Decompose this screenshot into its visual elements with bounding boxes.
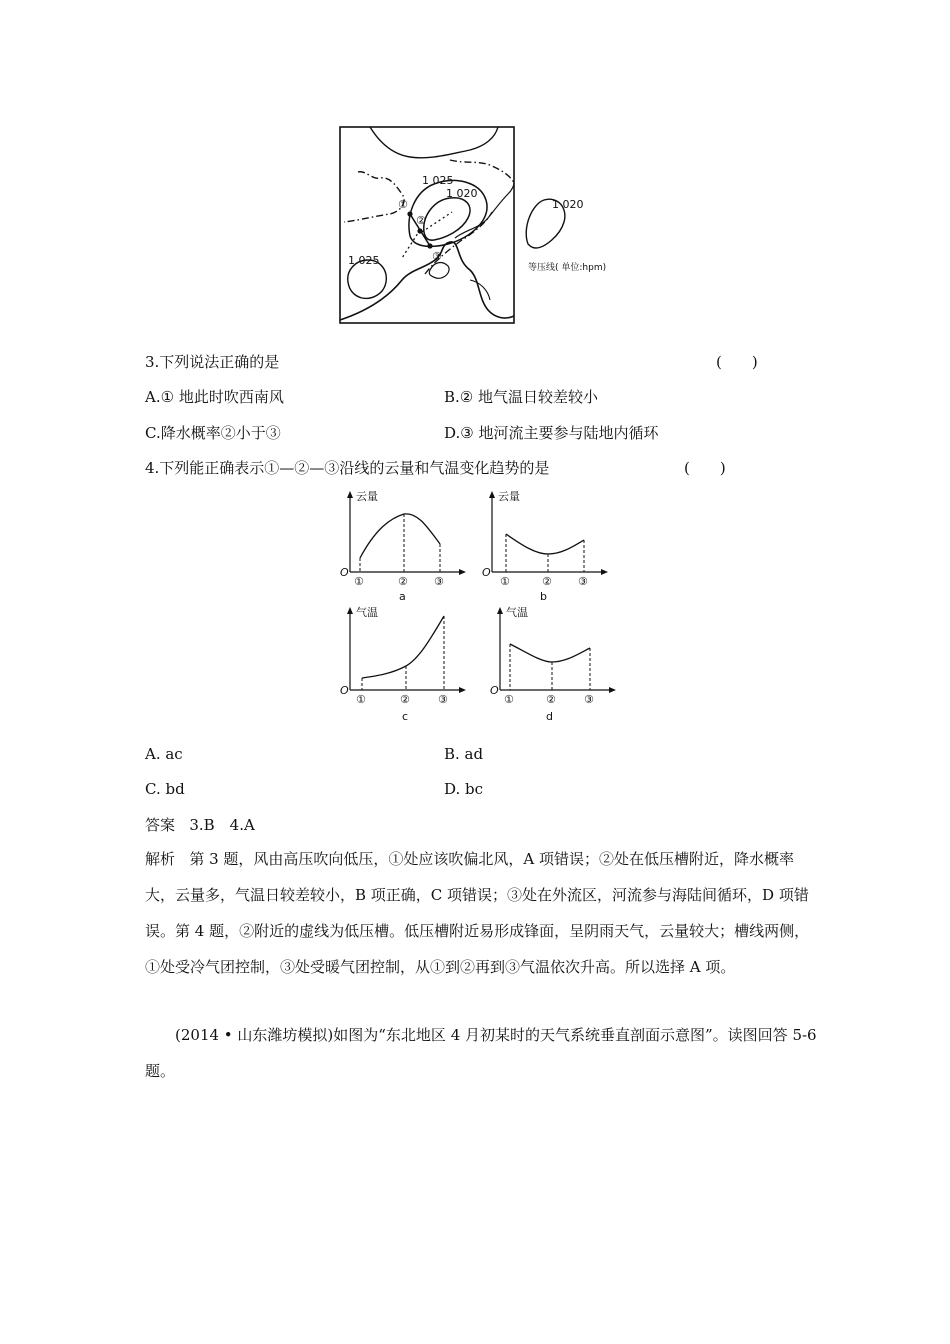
graph-b-xtick-2: ② [542,575,552,588]
point-label-2: ② [416,214,426,227]
q3-option-d: D.③ 地河流主要参与陆地内循环 [444,424,659,442]
answer-line [145,815,255,835]
q3-stem: 3.下列说法正确的是 [145,353,280,371]
isobar-label-1025: 1 025 [422,174,454,187]
graph-a-xtick-1: ① [354,575,364,588]
graph-d-xtick-1: ① [504,693,514,706]
legend-text: 等压线( 单位:hpm) [528,263,607,273]
q4-option-b: B. ad [444,745,484,763]
graph-a [336,488,466,600]
graph-b-ylabel: 云量 [498,490,520,503]
graph-d-xtick-2: ② [546,693,556,706]
point-label-3: ③ [432,250,442,263]
graph-a-caption: a [399,590,406,600]
q4-option-d: D. bc [444,780,484,798]
graph-b-xtick-3: ③ [578,575,588,588]
graph-d [486,606,616,722]
graph-a-origin: O [340,566,349,579]
q4-stem: 4.下列能正确表示①—②—③沿线的云量和气温变化趋势的是 [145,459,550,477]
q4-answer-bracket: ( ) [684,459,726,477]
graph-a-ylabel: 云量 [356,490,378,503]
analysis-text: 第 3 题，风由高压吹向低压，①处应该吹偏北风，A 项错误；②处在低压槽附近，降水概率大，云量多，气温日较差较小，B 项正确，C 项错误；③处在外流区，河流参与海陆间循环，D 项错误。第 4 题，②附近的虚线为低压槽。低压槽附近易形成锋面，呈阴雨天气，云量较大；槽线两侧，①处受冷气团控制，③处受暖气团控制，从①到②再到③气温依次升高。所以选择 A 项。 [145,850,810,976]
q3-answer-bracket: ( ) [716,353,758,371]
q3-option-c: C.降水概率②小于③ [145,424,281,442]
point-label-1: ① [398,198,408,211]
q4-option-c: C. bd [145,780,185,798]
legend-isobar-value: 1 020 [552,198,584,211]
q3-option-a: A.① 地此时吹西南风 [145,388,284,406]
graph-c-xtick-1: ① [356,693,366,706]
graph-c-xtick-2: ② [400,693,410,706]
graph-c-xtick-3: ③ [438,693,448,706]
graph-c-caption: c [402,710,409,722]
graph-a-xtick-2: ② [398,575,408,588]
analysis-label: 解析 [145,850,176,868]
graph-b-caption: b [540,590,547,600]
graph-a-xtick-3: ③ [434,575,444,588]
answer-value: 3.B 4.A [189,816,255,834]
answer-label: 答案 [145,816,176,834]
q4-option-a: A. ac [145,745,183,763]
graph-d-xtick-3: ③ [584,693,594,706]
isobar-label-1020: 1 020 [446,187,478,200]
isobar-label-1025-west: 1 025 [348,254,380,267]
graph-b [478,488,608,600]
graph-b-origin: O [482,566,491,579]
graph-d-ylabel: 气温 [506,606,528,619]
graph-c-ylabel: 气温 [356,606,378,619]
graph-b-xtick-1: ① [500,575,510,588]
graph-d-caption: d [546,710,553,722]
graph-c [336,606,466,722]
analysis-block [145,841,817,985]
graph-c-origin: O [340,684,349,697]
q3-option-b: B.② 地气温日较差较小 [444,388,599,406]
next-question-intro: (2014 • 山东潍坊模拟)如图为“东北地区 4 月初某时的天气系统垂直剖面示意图”。读图回答 5-6 题。 [145,1026,817,1080]
isobar-map [330,120,630,330]
graph-d-origin: O [490,684,499,697]
